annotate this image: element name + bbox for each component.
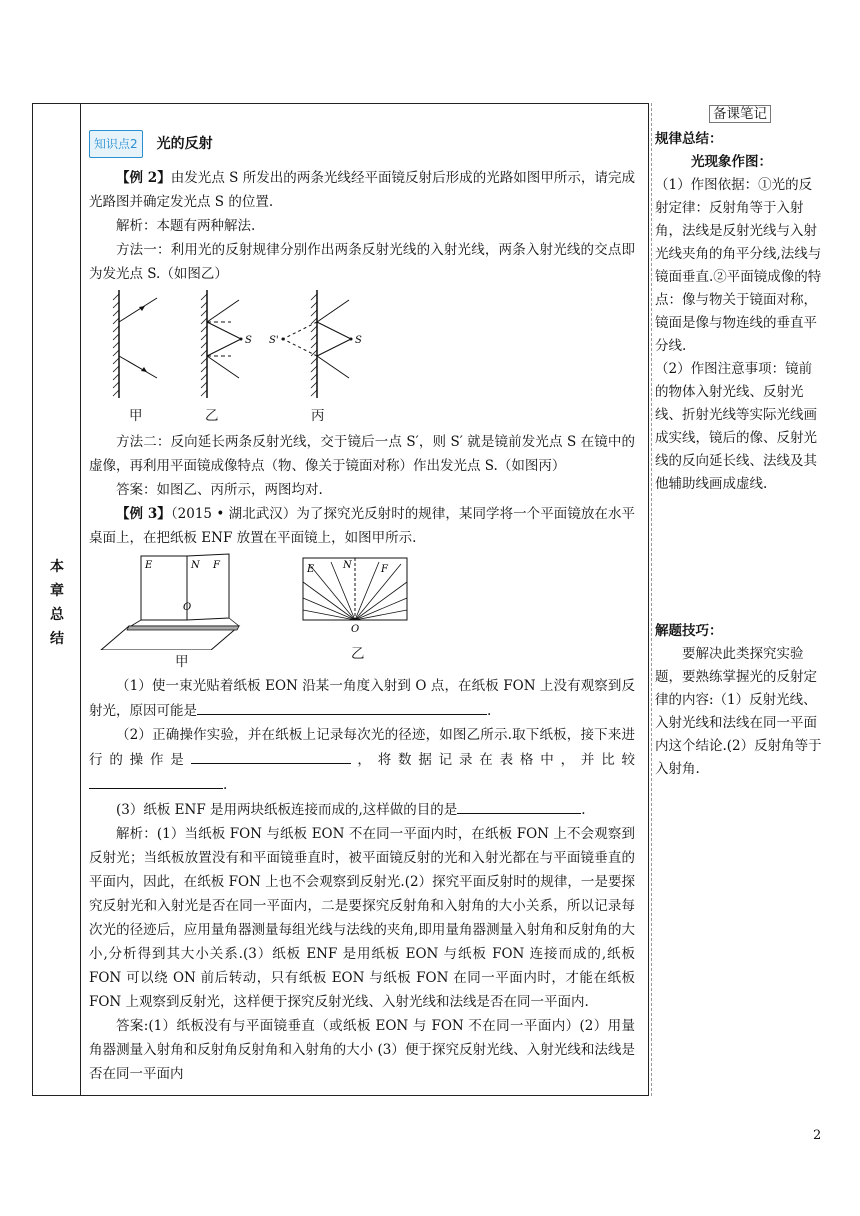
o-label: O — [183, 602, 192, 613]
chapter-label-char: 结 — [50, 631, 64, 647]
example2-method2: 方法二：反向延长两条反射光线，交于镜后一点 S′，则 S′ 就是镜前发光点 S 在镜中的虚像，再利用平面镜成像特点（物、像关于镜面对称）作出发光点 S.（如图丙） — [89, 434, 635, 474]
example3-q2-text: （2）正确操作实验，并在纸板上记录每次光的径迹，如图乙所示.取下纸板，接下来进行的操作是 — [89, 727, 635, 768]
mirror-diagram — [89, 286, 389, 404]
answer-blank[interactable] — [457, 797, 581, 814]
answer-blank[interactable] — [197, 698, 487, 715]
drawing-title: 光现象作图： — [691, 154, 772, 170]
example2-method1: 方法一：利用光的反射规律分别作出两条反射光线的入射光线，两条入射光线的交点即为发光点 S.（如图乙） — [89, 242, 635, 282]
o-label: O — [351, 624, 360, 635]
chapter-label-char: 章 — [50, 583, 64, 599]
n-label: N — [343, 560, 352, 571]
example3-question-text: （2015 • 湖北武汉）为了探究光反射时的规律，某同学将一个平面镜放在水平桌面上，在把纸板 ENF 放置在平面镜上，如图甲所示. — [89, 506, 636, 546]
s-label: S — [245, 335, 252, 346]
chapter-label-char: 总 — [50, 607, 64, 623]
s-label: S — [355, 335, 362, 346]
example2-answer: 答案：如图乙、丙所示，两图均对. — [116, 482, 323, 498]
example3-q3: (3）纸板 ENF 是用两块纸板连接而成的,这样做的目的是 . — [89, 797, 635, 822]
mirror-figures — [89, 286, 635, 404]
figure-label: 甲 — [175, 654, 189, 670]
figure-label: 丙 — [311, 408, 325, 424]
drawing-basis: （1）作图依据：①光的反射定律：反射角等于入射角，法线是反射光线与入射光线夹角的角平分线,法线与镜面垂直.②平面镜成像的特点：像与物关于镜面对称，镜面是像与物连线的垂直平分线. — [655, 177, 822, 354]
figure-label: 乙 — [351, 646, 365, 662]
knowledge-point-title: 光的反射 — [156, 136, 213, 152]
board-figure-yi — [303, 558, 407, 635]
board-figure-labels — [89, 646, 635, 674]
mirror-figure-labels — [89, 404, 635, 430]
example3-q1-text: （1）使一束光贴着纸板 EON 沿某一角度入射到 O 点，在纸板 FON 上没有观察到反射光，原因可能是 — [89, 678, 635, 719]
figure-yi — [201, 290, 252, 398]
page-number: 2 — [813, 1128, 822, 1143]
e-label: E — [307, 564, 315, 575]
chapter-label-char: 本 — [50, 559, 64, 575]
answer-blank[interactable] — [89, 772, 223, 789]
example3-q2: （2）正确操作实验，并在纸板上记录每次光的径迹，如图乙所示.取下纸板，接下来进行的操作是 ，将数据记录在表格中，并比较. — [89, 727, 636, 793]
knowledge-point-badge: 知识点2 — [89, 130, 143, 158]
figure-label: 乙 — [205, 408, 219, 424]
board-figures — [89, 550, 635, 650]
answer-blank[interactable] — [191, 747, 351, 764]
rule-title: 规律总结： — [655, 131, 723, 147]
board-diagram — [89, 550, 419, 650]
example2-question-text: 由发光点 S 所发出的两条光线经平面镜反射后形成的光路如图甲所示，请完成光路图并确定发光点 S 的位置. — [89, 170, 635, 210]
knowledge-point-header — [89, 130, 635, 158]
example2-analysis: 解析：本题有两种解法. — [116, 218, 256, 234]
example3-analysis: 解析：(1）当纸板 FON 与纸板 EON 不在同一平面内时，在纸板 FON 上不会观察到反射光；当纸板放置没有和平面镜垂直时，被平面镜反射的光和入射光都在与平面镜垂直的平面内，因此，在纸板 FON 上也不会观察到反射光.(2）探究平面反射时的规律，一是要探究反射光和入射光是否在同一平面内，二是要探究反射角和入射角的大小关系，所以记录每次光的径迹后，应用量角器测量每组光线与法线的夹角,即用量角器测量入射角和反射角的大小,分析得到其大小关系.(3）纸板 ENF 是用纸板 EON 与纸板 FON 连接而成的,纸板 FON 可以绕 ON 前后转动，只有纸板 EON 与纸板 FON 在同一平面内时，才能在纸板 FON 上观察到反射光，这样便于探究反射光线、入射光线和法线是否在同一平面内. — [89, 826, 635, 1010]
example3-q2-text-b: ，将数据记录在表格中，并比较 — [350, 752, 636, 768]
example2-label: 【例 2】 — [116, 170, 171, 186]
s-prime-label: S' — [269, 335, 279, 346]
chapter-summary-label — [32, 555, 82, 651]
example3-answer: 答案:(1）纸板没有与平面镜垂直（或纸板 EON 与 FON 不在同一平面内）(2）用量角器测量入射角和反射角反射角和入射角的大小 (3）便于探究反射光线、入射光线和法线是否在同一平面内 — [89, 1018, 635, 1082]
example2-question — [89, 166, 635, 214]
example3-question — [89, 502, 635, 550]
figure-jia — [113, 290, 157, 398]
board-figure-jia — [101, 554, 239, 650]
e-label: E — [145, 560, 153, 571]
notes-header — [655, 103, 825, 126]
n-label: N — [191, 560, 200, 571]
figure-bing — [269, 290, 362, 398]
f-label: F — [381, 564, 388, 575]
example3-q3-text: (3）纸板 ENF 是用两块纸板连接而成的,这样做的目的是 — [116, 802, 458, 818]
tip-title: 解题技巧： — [655, 623, 723, 639]
tip-text: 要解决此类探究实验题，要熟练掌握光的反射定律的内容:（1）反射光线、入射光线和法线在同一平面内这个结论.(2）反射角等于入射角. — [655, 646, 822, 777]
example3-label: 【例 3】 — [116, 506, 171, 522]
figure-label: 甲 — [129, 408, 143, 424]
f-label: F — [213, 560, 220, 571]
example3-q1: （1）使一束光贴着纸板 EON 沿某一角度入射到 O 点，在纸板 FON 上没有观察到反射光，原因可能是 . — [89, 678, 635, 719]
notes-divider — [651, 103, 652, 1096]
drawing-notes: （2）作图注意事项：镜前的物体入射光线、反射光线、折射光线等实际光线画成实线，镜后的像、反射光线的反向延长线、法线及其他辅助线画成虚线. — [655, 361, 817, 492]
notes-sidebar — [655, 103, 825, 781]
main-content — [89, 130, 635, 1086]
notes-header-label: 备课笔记 — [709, 105, 771, 123]
